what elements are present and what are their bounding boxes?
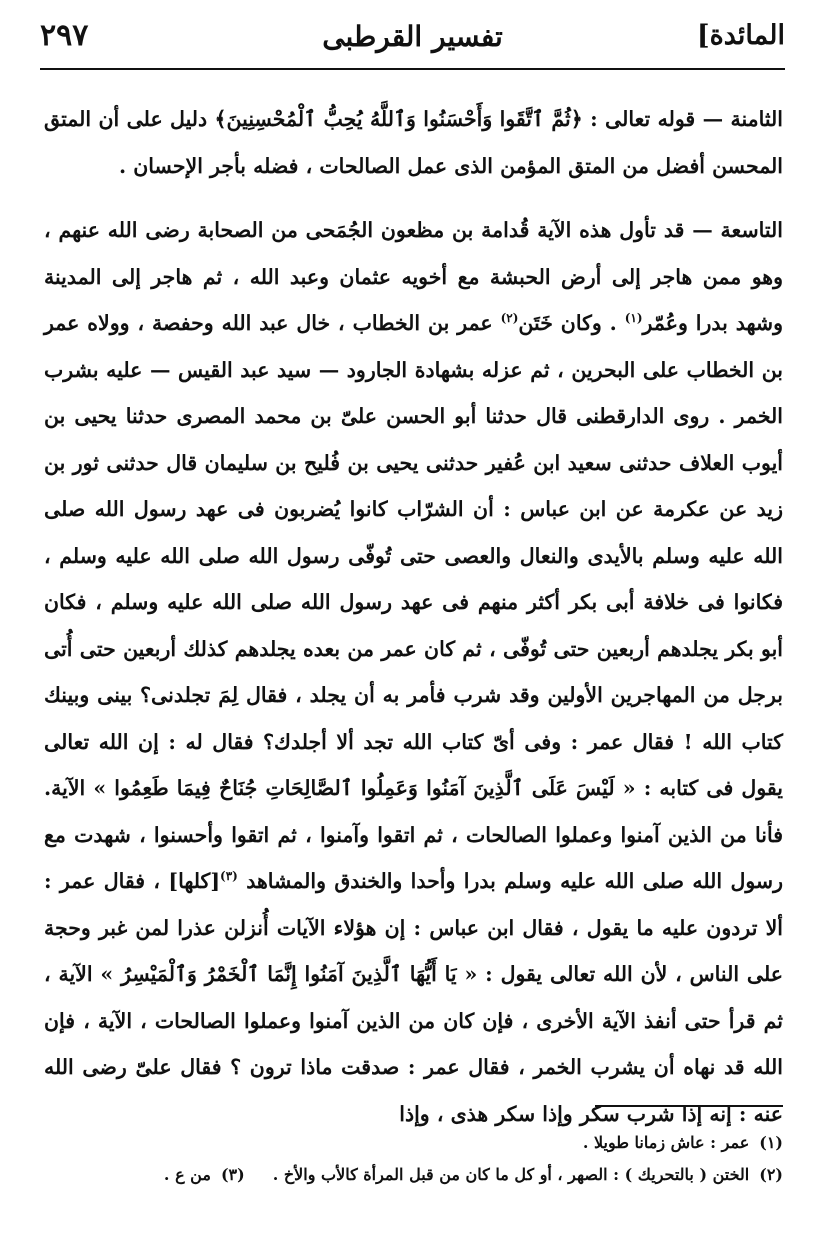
surah-name: المائدة] <box>696 20 785 51</box>
section-lead: الثامنة — قوله تعالى : <box>590 107 784 131</box>
footnotes <box>60 1127 783 1191</box>
paragraph-text: ، فقال عمر : ألا تردون عليه ما يقول ، فقال ابن عباس : إن هؤلاء الآيات أُنزلن عذرا لمن غبر وحجة على الناس ، لأن الله تعالى يقول : <box>44 869 783 986</box>
quran-verse: « يَا أَيُّهَا ٱلَّذِينَ آمَنُوا إِنَّمَا ٱلْخَمْرُ وَٱلْمَيْسِرُ » الآية ، <box>44 962 478 986</box>
book-title: تفسير القرطبى <box>322 20 503 53</box>
footnote-text: عمر : عاش زمانا طويلا . <box>582 1133 750 1152</box>
paragraph-ninth <box>44 207 783 1137</box>
quran-verse: « لَيْسَ عَلَى ٱلَّذِينَ آمَنُوا وَعَمِلُوا ٱلصَّالِحَاتِ جُنَاحٌ فِيمَا طَعِمُوا » الآية. <box>44 776 636 800</box>
section-lead: التاسعة — <box>692 218 783 242</box>
paragraph-text: قد تأول هذه الآية قُدامة بن مظعون الجُمَحى من الصحابة رضى الله عنهم ، وهو ممن هاجر إلى أرض الحبشة مع أخويه عثمان وعبد الله ، ثم هاجر إلى المدينة وشهد بدرا وعُمّر <box>44 218 784 335</box>
main-text <box>44 96 783 1137</box>
paragraph-text: فأنا من الذين آمنوا وعملوا الصالحات ، ثم اتقوا وآمنوا ، ثم اتقوا وأحسنوا ، شهدت مع رسول الله صلى الله عليه وسلم بدرا وأحدا والخندق والمشاهد <box>44 822 784 893</box>
footnote-number: (٣) <box>220 1165 245 1184</box>
paragraph-text: عمر بن الخطاب ، خال عبد الله وحفصة ، وولاه عمر بن الخطاب على البحرين ، ثم عزله بشهادة الجارود — سيد عبد القيس — عليه بشرب الخمر . روى الدارقطنى قال حدثنا أبو الحسن علىّ بن محمد المصرى حدثنا يحيى بن أيوب العلاف حدثنى سعيد ابن عُفير حدثنى يحيى بن فُليح بن سليمان قال حدثنى ثور بن زيد عن عكرمة عن ابن عباس : أن الشرّاب كانوا يُضربون فى عهد رسول الله صلى الله عليه وسلم بالأيدى والنعال والعصى حتى تُوفّى رسول الله صلى الله عليه وسلم ، فكانوا فى خلافة أبى بكر أكثر منهم فى عهد رسول الله صلى الله عليه وسلم ، فكان أبو بكر يجلدهم أربعين حتى تُوفّى ، ثم كان عمر من بعده يجلدهم كذلك أربعين حتى أُتى برجل من المهاجرين الأولين وقد شرب فأمر به أن يجلد ، فقال لِمَ تجلدنى؟ بينى وبينك كتاب الله ! فقال عمر : وفى أىّ كتاب الله تجد ألا أجلدك؟ فقال له : إن الله تعالى يقول فى كتابه : <box>44 311 783 800</box>
paragraph-text: ثم قرأ حتى أنفذ الآية الأخرى ، فإن كان من الذين آمنوا وعملوا الصالحات ، الآية ، فإن الله قد نهاه أن يشرب الخمر ، فقال عمر : صدقت ماذا ترون ؟ فقال علىّ رضى الله عنه : إنه إذا شرب سكر وإذا سكر هذى ، وإذا <box>44 1008 783 1126</box>
footnote-text: الختن ( بالتحريك ) : الصهر ، أو كل ما كان من قبل المرأة كالأب والأخ . <box>272 1165 750 1184</box>
footnote-1 <box>60 1127 783 1159</box>
footnote-number: (٢) <box>759 1165 783 1184</box>
footnote-ref[interactable]: (٣) <box>220 869 238 884</box>
footnote-divider <box>595 1105 783 1107</box>
page-header <box>40 14 785 64</box>
quran-verse: ﴿ثُمَّ ٱتَّقَوا وَأَحْسَنُوا وَٱللَّهُ يُحِبُّ ٱلْمُحْسِنِينَ﴾ <box>214 107 583 131</box>
header-divider <box>40 68 785 70</box>
page-number: ٢٩٧ <box>40 18 89 53</box>
paragraph-text: . وكان خَتَن <box>518 311 617 335</box>
bracketed-insertion: [كلها] <box>168 869 221 893</box>
footnote-number: (١) <box>759 1133 783 1152</box>
footnote-text: من ع . <box>163 1165 211 1184</box>
paragraph-text: دليل على أن المتق المحسن أفضل من المتق المؤمن الذى عمل الصالحات ، فضله بأجر الإحسان . <box>44 107 783 178</box>
footnote-ref[interactable]: (١) <box>624 311 643 326</box>
paragraph-eighth <box>44 96 783 189</box>
footnote-2-3 <box>60 1159 783 1191</box>
footnote-ref[interactable]: (٢) <box>500 311 519 326</box>
